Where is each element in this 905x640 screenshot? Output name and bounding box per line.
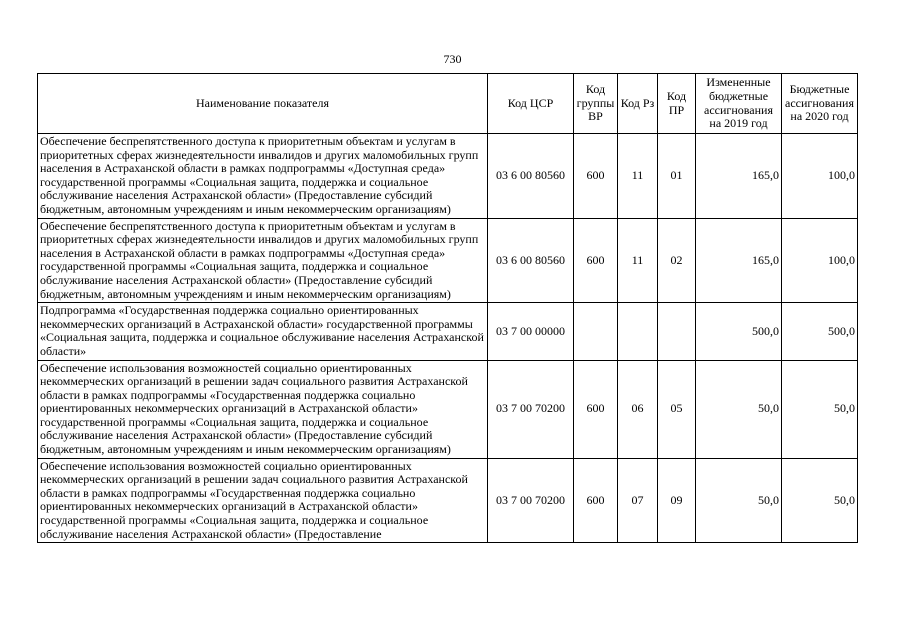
row-name: Обеспечение беспрепятственного доступа к приоритетным объектам и услугам в приоритетных сферах жизнедеятельности инвалидов и других маломобильных групп населения в Астраханской области в рамках подпрограммы «Доступная среда» государственной программы «Социальная защита, поддержка и социальное обслуживание населения Астраханской области» (Предоставление субсидий бюджетным, автономным учреждениям и иным некоммерческим организациям) [38,134,488,219]
row-pr: 09 [658,458,696,543]
row-csr: 03 6 00 80560 [488,218,574,303]
row-vr: 600 [574,134,618,219]
table-row [38,134,858,219]
row-2020: 50,0 [782,360,858,458]
row-vr: 600 [574,218,618,303]
row-2019: 50,0 [696,360,782,458]
row-rz: 07 [618,458,658,543]
row-pr [658,303,696,360]
header-csr: Код ЦСР [488,74,574,134]
row-2019: 50,0 [696,458,782,543]
row-2020: 500,0 [782,303,858,360]
table-row [38,458,858,543]
row-vr: 600 [574,360,618,458]
budget-table [37,73,858,543]
page-number: 730 [443,52,462,66]
table-row [38,360,858,458]
row-2020: 50,0 [782,458,858,543]
row-pr: 02 [658,218,696,303]
row-name: Обеспечение использования возможностей социально ориентированных некоммерческих организаций в решении задач социального развития Астраханской области в рамках подпрограммы «Государственная поддержка социально ориентированных некоммерческих организаций в Астраханской области» государственной программы «Социальная защита, поддержка и социальное обслуживание населения Астраханской области» (Предоставление [38,458,488,543]
header-2020: Бюджетные ассигнования на 2020 год [782,74,858,134]
table-row [38,218,858,303]
row-pr: 01 [658,134,696,219]
row-csr: 03 6 00 80560 [488,134,574,219]
row-csr: 03 7 00 00000 [488,303,574,360]
header-2019: Измененные бюджетные ассигнования на 2019 год [696,74,782,134]
row-vr: 600 [574,458,618,543]
header-rz: Код Рз [618,74,658,134]
row-2020: 100,0 [782,134,858,219]
row-csr: 03 7 00 70200 [488,458,574,543]
row-2019: 165,0 [696,218,782,303]
row-rz: 11 [618,218,658,303]
row-pr: 05 [658,360,696,458]
row-vr [574,303,618,360]
row-2020: 100,0 [782,218,858,303]
row-rz: 06 [618,360,658,458]
header-name: Наименование показателя [38,74,488,134]
row-name: Обеспечение беспрепятственного доступа к приоритетным объектам и услугам в приоритетных сферах жизнедеятельности инвалидов и других маломобильных групп населения в Астраханской области в рамках подпрограммы «Доступная среда» государственной программы «Социальная защита, поддержка и социальное обслуживание населения Астраханской области» (Предоставление субсидий бюджетным, автономным учреждениям и иным некоммерческим организациям) [38,218,488,303]
row-2019: 165,0 [696,134,782,219]
table-header-row [38,74,858,134]
row-csr: 03 7 00 70200 [488,360,574,458]
table-row [38,303,858,360]
row-rz: 11 [618,134,658,219]
page-bottom-margin [0,597,905,640]
header-vr: Код группы ВР [574,74,618,134]
row-name: Подпрограмма «Государственная поддержка социально ориентированных некоммерческих организаций в Астраханской области» государственной программы «Социальная защита, поддержка и социальное обслуживание населения Астраханской области» [38,303,488,360]
row-2019: 500,0 [696,303,782,360]
header-pr: Код ПР [658,74,696,134]
row-rz [618,303,658,360]
row-name: Обеспечение использования возможностей социально ориентированных некоммерческих организаций в решении задач социального развития Астраханской области в рамках подпрограммы «Государственная поддержка социально ориентированных некоммерческих организаций в Астраханской области» государственной программы «Социальная защита, поддержка и социальное обслуживание населения Астраханской области» (Предоставление субсидий бюджетным, автономным учреждениям и иным некоммерческим организациям) [38,360,488,458]
